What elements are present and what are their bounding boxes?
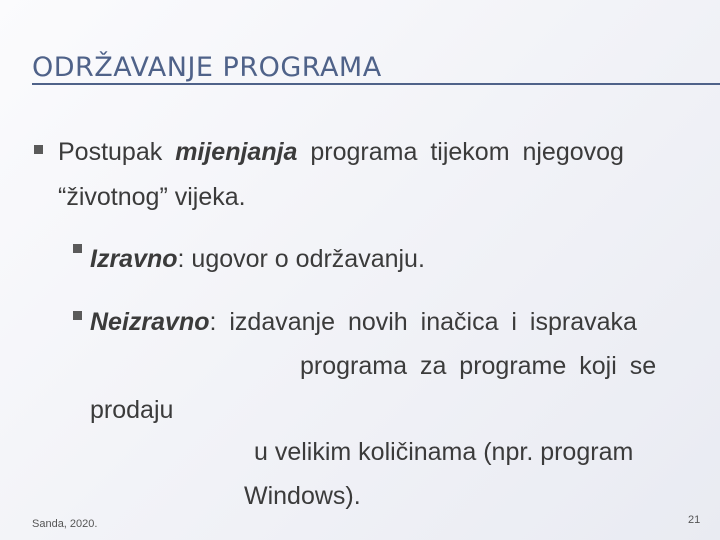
page-number: 21 [688, 514, 701, 526]
sub2-line4: u velikim količinama (npr. program [254, 438, 634, 466]
slide-title: ODRŽAVANJE PROGRAMA [32, 52, 382, 83]
bullet1-line2: “životnog” vijeka. [58, 183, 246, 211]
bullet1-post: programa tijekom njegovog [297, 138, 624, 166]
sub2-term: Neizravno [90, 308, 210, 336]
title-underline [32, 83, 720, 85]
footer-author: Sanda, 2020. [32, 518, 98, 530]
bullet1-emphasis: mijenjanja [175, 138, 298, 166]
sub1-rest: : ugovor o održavanju. [177, 245, 425, 273]
bullet-marker [34, 145, 43, 154]
sub2-line1 [90, 308, 637, 337]
sub1-term: Izravno [90, 245, 178, 273]
bullet1-pre: Postupak [58, 138, 176, 166]
sub2-line2: programa za programe koji se [300, 352, 657, 380]
bullet-marker [73, 244, 82, 253]
sub2-line3: prodaju [90, 396, 174, 424]
sub2-rest: : izdavanje novih inačica i ispravaka [209, 308, 637, 336]
sub1-line [90, 245, 425, 274]
bullet1-line1 [58, 138, 624, 167]
bullet-marker [73, 311, 82, 320]
sub2-line5: Windows). [244, 482, 361, 510]
